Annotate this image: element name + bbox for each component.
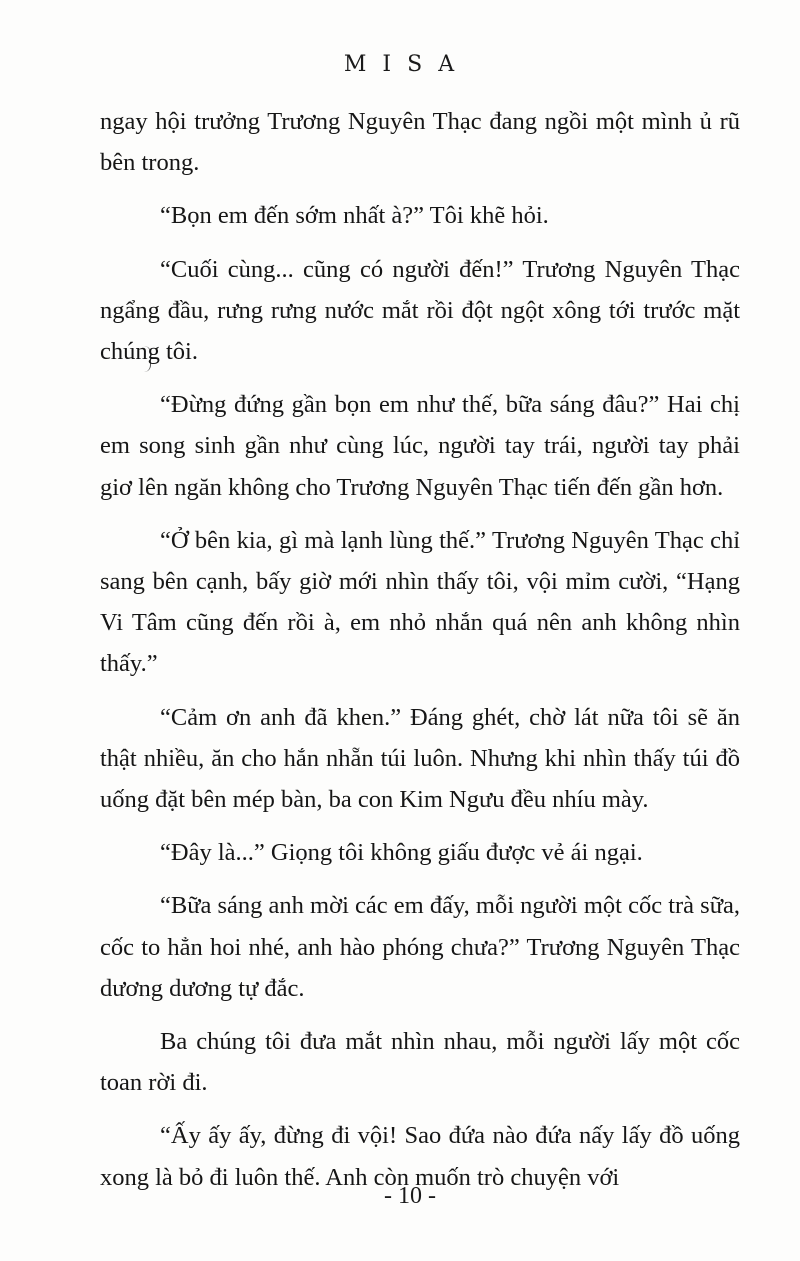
paragraph-10: “Ấy ấy ấy, đừng đi vội! Sao đứa nào đứa nấy lấy đồ uống xong là bỏ đi luôn thế. Anh còn muốn trò chuyện với <box>100 1122 740 1191</box>
paragraph-2: “Bọn em đến sớm nhất à?” Tôi khẽ hỏi. <box>160 202 549 230</box>
paragraph-3: “Cuối cùng... cũng có người đến!” Trương Nguyên Thạc ngẩng đầu, rưng rưng nước mắt rồi đột ngột xông tới trước mặt chúng tôi. <box>100 255 740 366</box>
paragraph-5: “Ở bên kia, gì mà lạnh lùng thế.” Trương Nguyên Thạc chỉ sang bên cạnh, bấy giờ mới nhìn thấy tôi, vội mỉm cười, “Hạng Vi Tâm cũng đến rồi à, em nhỏ nhắn quá nên anh không nhìn thấy.” <box>100 526 740 678</box>
paragraph-9: Ba chúng tôi đưa mắt nhìn nhau, mỗi người lấy một cốc toan rời đi. <box>100 1028 740 1097</box>
paragraph-1: ngay hội trưởng Trương Nguyên Thạc đang ngồi một mình ủ rũ bên trong. <box>100 108 740 177</box>
paragraph-4: “Đừng đứng gần bọn em như thế, bữa sáng đâu?” Hai chị em song sinh gần như cùng lúc, người tay trái, người tay phải giơ lên ngăn không cho Trương Nguyên Thạc tiến đến gần hơn. <box>100 391 740 501</box>
paragraph-6: “Cảm ơn anh đã khen.” Đáng ghét, chờ lát nữa tôi sẽ ăn thật nhiều, ăn cho hắn nhẵn túi luôn. Nhưng khi nhìn thấy túi đồ uống đặt bên mép bàn, ba con Kim Ngưu đều nhíu mày. <box>100 703 740 814</box>
body-text <box>100 101 740 1210</box>
paragraph-8: “Bữa sáng anh mời các em đấy, mỗi người một cốc trà sữa, cốc to hẳn hoi nhé, anh hào phóng chưa?” Trương Nguyên Thạc dương dương tự đắc. <box>100 892 740 1002</box>
page-number: - 10 - <box>384 1183 436 1209</box>
paragraph-7: “Đây là...” Giọng tôi không giấu được vẻ ái ngại. <box>160 839 643 867</box>
running-header: MISA <box>343 52 471 77</box>
